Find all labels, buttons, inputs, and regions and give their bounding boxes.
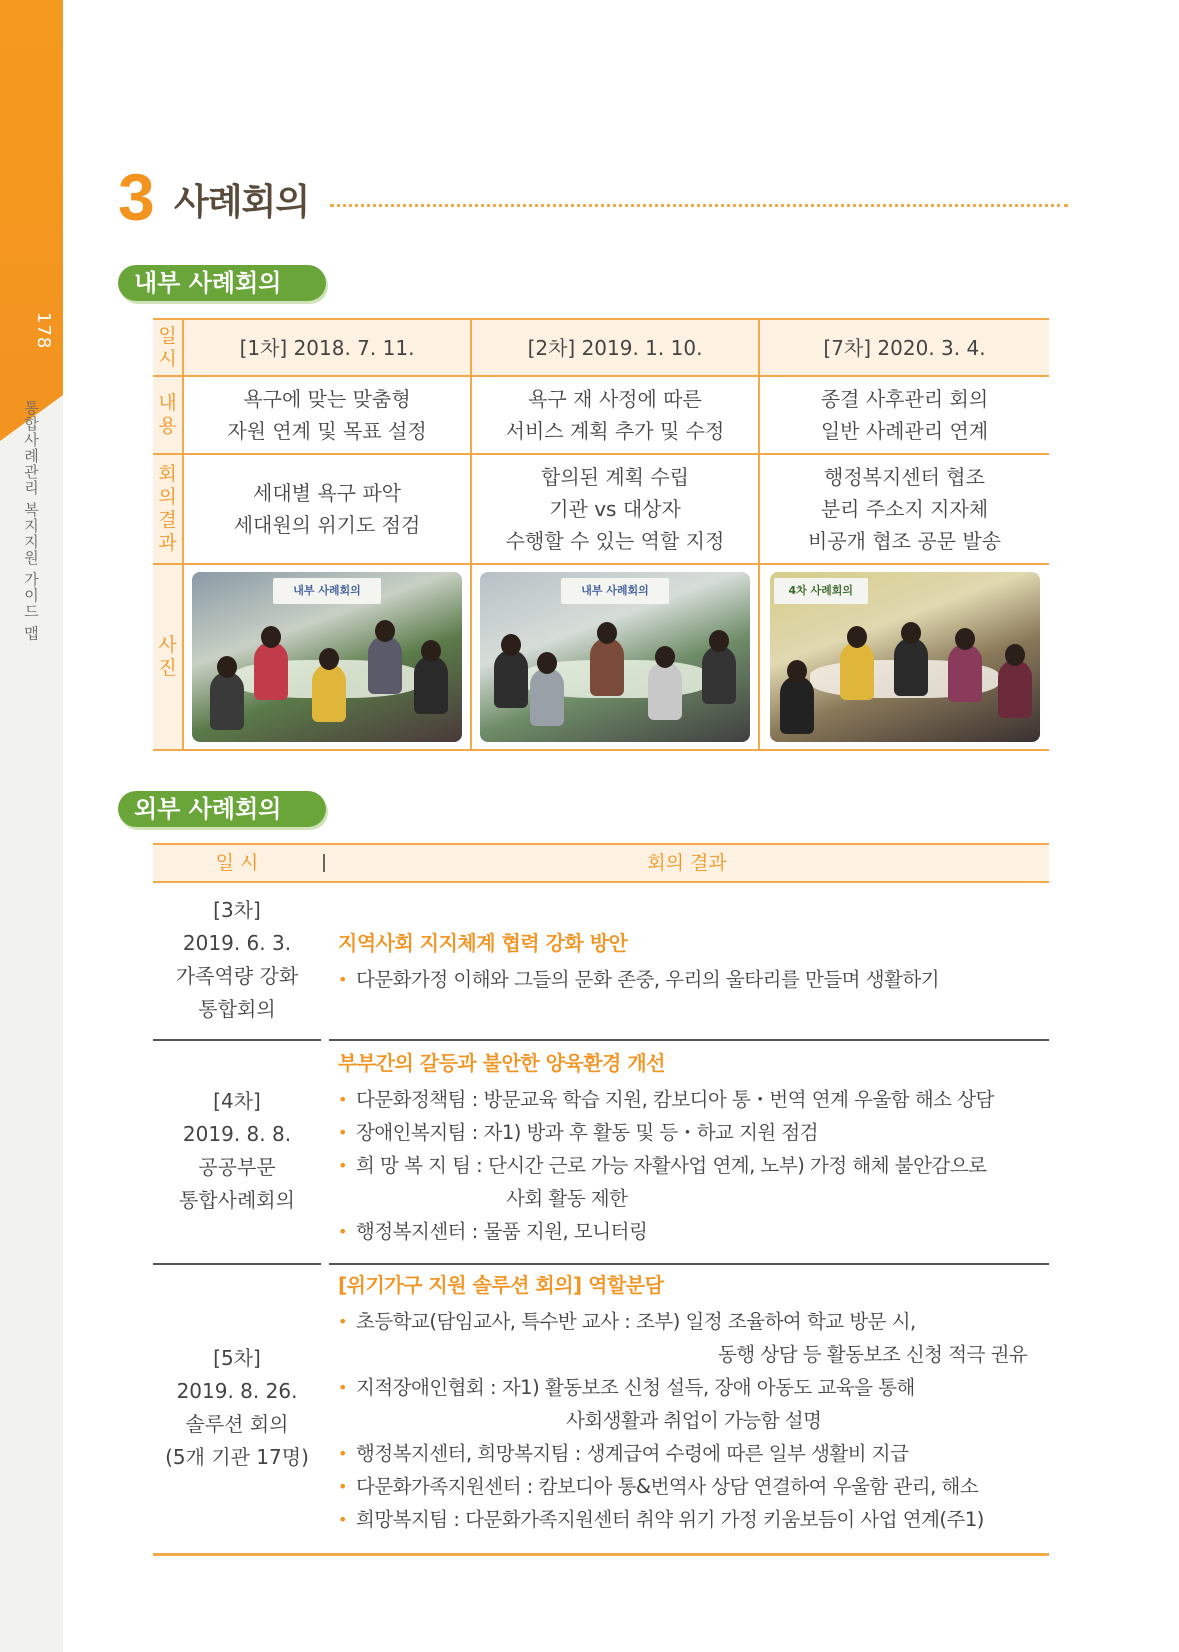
result-item: • 장애인복지팀 : 자1) 방과 후 활동 및 등・하교 지원 점검	[338, 1116, 1049, 1149]
heading-dotted-rule	[330, 204, 1068, 207]
meeting-date-cell	[153, 1263, 321, 1553]
meeting-date: [2차] 2019. 1. 10.	[471, 319, 759, 376]
photo-person	[840, 642, 874, 700]
content-line: 자원 연계 및 목표 설정	[227, 419, 427, 443]
result-title: [위기가구 지원 솔루션 회의] 역할분담	[338, 1273, 664, 1297]
column-header-date: 일 시	[215, 852, 259, 874]
section-title: 사례회의	[174, 182, 310, 223]
photo-person	[894, 638, 928, 696]
date-line: 가족역량 강화	[175, 964, 299, 988]
result-item: • 초등학교(담임교사, 특수반 교사 : 조부) 일정 조율하여 학교 방문 시,	[338, 1305, 1049, 1338]
table-row	[153, 1263, 1049, 1553]
row-label-text	[153, 463, 182, 555]
table-row	[153, 1039, 1049, 1263]
meeting-result	[759, 454, 1049, 564]
content-line: 일반 사례관리 연계	[820, 419, 989, 443]
row-label-text	[153, 325, 182, 371]
meeting-content	[183, 376, 471, 454]
result-line: 분리 주소지 지자체	[820, 497, 989, 521]
meeting-result	[183, 454, 471, 564]
meeting-photo-cell	[183, 564, 471, 750]
row-label-result	[153, 454, 183, 564]
meeting-photo	[192, 572, 462, 742]
result-item-continuation: 동행 상담 등 활동보조 신청 적극 권유	[718, 1343, 1028, 1366]
result-line: 기관 vs 대상자	[549, 497, 681, 521]
table-row	[153, 881, 1049, 1039]
row-label-char: 용	[158, 415, 177, 437]
table-row	[153, 454, 1049, 564]
row-label-char: 사	[158, 634, 177, 656]
row-label-char: 내	[158, 392, 177, 414]
row-label-date	[153, 319, 183, 376]
date-line: 2019. 8. 8.	[182, 1122, 292, 1146]
table-row	[153, 319, 1049, 376]
result-item: • 희 망 복 지 팀 : 단시간 근로 가능 자활사업 연계, 노부) 가정 해체 불안감으로	[338, 1149, 1049, 1182]
page-number: 178	[33, 312, 54, 350]
date-line: 통합사례회의	[179, 1188, 295, 1212]
date-line: 2019. 8. 26.	[176, 1379, 298, 1403]
result-item: • 희망복지팀 : 다문화가족지원센터 취약 위기 가정 키움보듬이 사업 연계(주1)	[338, 1503, 1049, 1536]
photo-person	[702, 646, 736, 704]
meeting-date: [7차] 2020. 3. 4.	[759, 319, 1049, 376]
photo-person	[648, 662, 682, 720]
date-line: 통합회의	[198, 997, 276, 1021]
column-header-result: 회의 결과	[647, 852, 727, 874]
row-label-char: 회	[158, 463, 177, 485]
photo-banner: 4차 사례회의	[774, 578, 869, 604]
date-line: [4차]	[213, 1089, 261, 1113]
meeting-photo-cell	[471, 564, 759, 750]
date-line: 공공부문	[198, 1155, 276, 1179]
meeting-result	[471, 454, 759, 564]
meeting-photo	[770, 572, 1040, 742]
row-divider	[323, 1553, 1049, 1556]
date-line: [3차]	[213, 898, 261, 922]
content-line: 서비스 계획 추가 및 수정	[505, 419, 725, 443]
photo-person	[312, 664, 346, 722]
photo-banner: 내부 사례회의	[273, 578, 381, 604]
photo-person	[210, 672, 244, 730]
photo-person	[530, 668, 564, 726]
content-line: 종결 사후관리 회의	[820, 387, 989, 411]
meeting-date-cell	[153, 1039, 321, 1263]
row-label-text	[153, 392, 182, 438]
photo-person	[590, 638, 624, 696]
table-header	[153, 843, 1049, 883]
photo-person	[780, 676, 814, 734]
row-label-text	[153, 634, 182, 680]
result-title: 부부간의 갈등과 불안한 양육환경 개선	[338, 1051, 665, 1075]
row-label-content	[153, 376, 183, 454]
internal-meeting-table	[153, 318, 1049, 751]
result-item: • 행정복지센터, 희망복지팀 : 생계급여 수령에 따른 일부 생활비 지급	[338, 1437, 1049, 1470]
result-item: • 행정복지센터 : 물품 지원, 모니터링	[338, 1215, 1049, 1248]
photo-banner: 내부 사례회의	[561, 578, 669, 604]
row-label-char: 시	[158, 347, 177, 370]
row-label-char: 진	[158, 657, 177, 679]
meeting-photo	[480, 572, 750, 742]
photo-person	[414, 656, 448, 714]
meeting-content	[471, 376, 759, 454]
photo-person	[948, 644, 982, 702]
content-line: 욕구 재 사정에 따른	[528, 387, 702, 411]
result-line: 행정복지센터 협조	[824, 465, 985, 489]
date-line: 2019. 6. 3.	[182, 931, 292, 955]
result-line: 수행할 수 있는 역할 지정	[505, 529, 725, 553]
date-line: 솔루션 회의	[185, 1412, 289, 1436]
row-label-char: 과	[158, 532, 177, 554]
row-label-char: 결	[158, 509, 177, 531]
photo-person	[998, 660, 1032, 718]
meeting-date-cell	[153, 881, 321, 1039]
section-heading	[118, 160, 1068, 238]
photo-person	[368, 636, 402, 694]
external-section-label: 외부 사례회의	[118, 791, 326, 827]
result-line: 합의된 계획 수립	[541, 465, 689, 489]
meeting-result-cell	[338, 927, 1049, 996]
row-label-char: 의	[158, 486, 177, 508]
section-number: 3	[118, 160, 155, 234]
table-row	[153, 376, 1049, 454]
internal-section-label: 내부 사례회의	[118, 265, 326, 301]
content-line: 욕구에 맞는 맞춤형	[243, 387, 411, 411]
date-line: [5차]	[213, 1346, 261, 1370]
result-line: 세대원의 위기도 점검	[233, 513, 421, 537]
result-item-continuation: 사회생활과 취업이 가능함 설명	[566, 1409, 822, 1432]
result-line: 세대별 욕구 파악	[253, 481, 401, 505]
result-item-continuation: 사회 활동 제한	[506, 1187, 628, 1210]
table-row	[153, 564, 1049, 750]
meeting-result-cell	[338, 1269, 1049, 1536]
meeting-content	[759, 376, 1049, 454]
result-item: • 지적장애인협회 : 자1) 활동보조 신청 설득, 장애 아동도 교육을 통해	[338, 1371, 1049, 1404]
row-divider	[153, 1553, 323, 1556]
result-item: • 다문화가족지원센터 : 캄보디아 통&번역사 상담 연결하여 우울함 관리, 해소	[338, 1470, 1049, 1503]
row-label-photo	[153, 564, 183, 750]
date-line: (5개 기관 17명)	[165, 1445, 309, 1469]
result-item: • 다문화가정 이해와 그들의 문화 존중, 우리의 울타리를 만들며 생활하기	[338, 963, 1049, 996]
photo-person	[254, 642, 288, 700]
meeting-photo-cell	[759, 564, 1049, 750]
result-title: 지역사회 지지체계 협력 강화 방안	[338, 931, 628, 955]
result-item: • 다문화정책팀 : 방문교육 학습 지원, 캄보디아 통・번역 연계 우울함 해소 상담	[338, 1083, 1049, 1116]
result-line: 비공개 협조 공문 발송	[808, 529, 1001, 553]
meeting-result-cell	[338, 1047, 1049, 1248]
meeting-date: [1차] 2018. 7. 11.	[183, 319, 471, 376]
row-label-char: 일	[158, 324, 177, 347]
book-title: 통합사례관리 복지지원 가이드 맵	[22, 400, 40, 642]
photo-person	[494, 650, 528, 708]
